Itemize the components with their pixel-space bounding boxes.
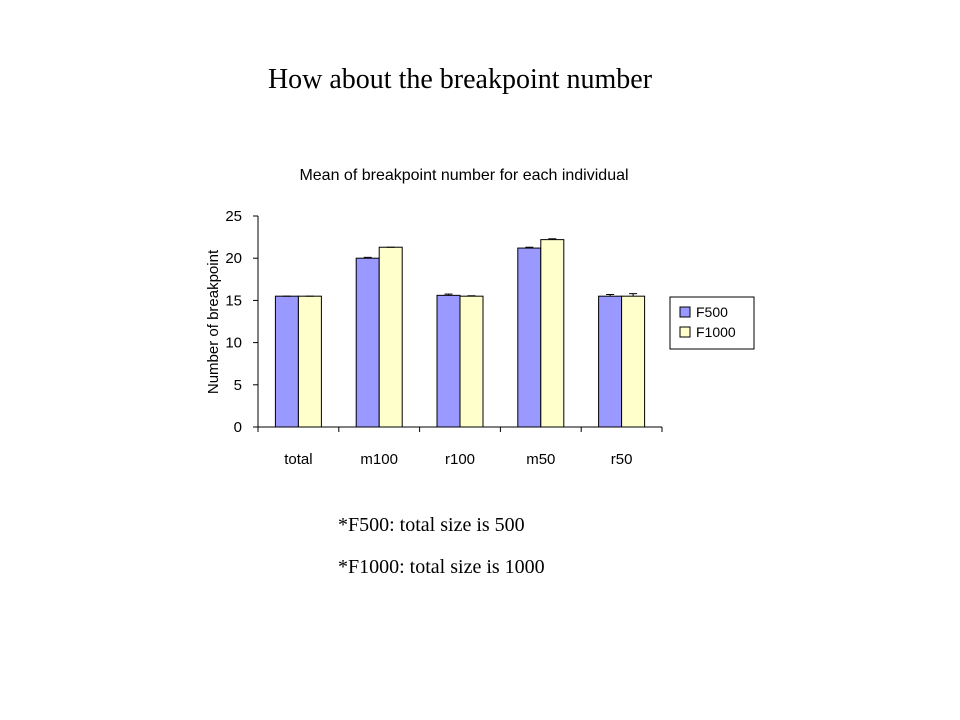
x-tick-label-m100: m100 <box>360 451 398 468</box>
bar-f1000-total <box>298 296 321 427</box>
legend-label-f1000: F1000 <box>696 324 736 340</box>
x-tick-label-m50: m50 <box>526 451 556 468</box>
y-tick-label: 0 <box>233 419 242 436</box>
y-tick-label: 5 <box>233 376 242 394</box>
note-f500: *F500: total size is 500 <box>338 514 525 536</box>
bar-f1000-m50 <box>541 240 564 427</box>
y-axis-label: Number of breakpoint <box>205 249 222 395</box>
y-tick-label: 15 <box>225 292 242 310</box>
note-f1000: *F1000: total size is 1000 <box>338 556 545 578</box>
bar-f1000-r50 <box>622 296 645 427</box>
bar-f500-m50 <box>518 248 541 427</box>
bar-f1000-r100 <box>460 296 483 427</box>
legend-swatch-f1000 <box>680 327 690 337</box>
legend-label-f500: F500 <box>696 304 728 320</box>
x-tick-label-r100: r100 <box>444 451 476 468</box>
y-tick-label: 25 <box>225 208 242 225</box>
bar-f500-m100 <box>356 258 379 427</box>
plot-area <box>225 208 754 468</box>
chart-title: Mean of breakpoint number for each individual <box>299 167 629 184</box>
legend-swatch-f500 <box>680 307 690 317</box>
bar-f500-r100 <box>437 295 460 427</box>
y-tick-label: 10 <box>225 334 242 352</box>
slide-title: How about the breakpoint number <box>267 64 653 95</box>
x-tick-label-r50: r50 <box>610 451 633 468</box>
bar-f500-total <box>275 296 298 427</box>
y-tick-label: 20 <box>225 250 242 268</box>
x-tick-label-total: total <box>284 451 313 468</box>
bar-f500-r50 <box>599 296 622 427</box>
bar-f1000-m100 <box>379 247 402 427</box>
